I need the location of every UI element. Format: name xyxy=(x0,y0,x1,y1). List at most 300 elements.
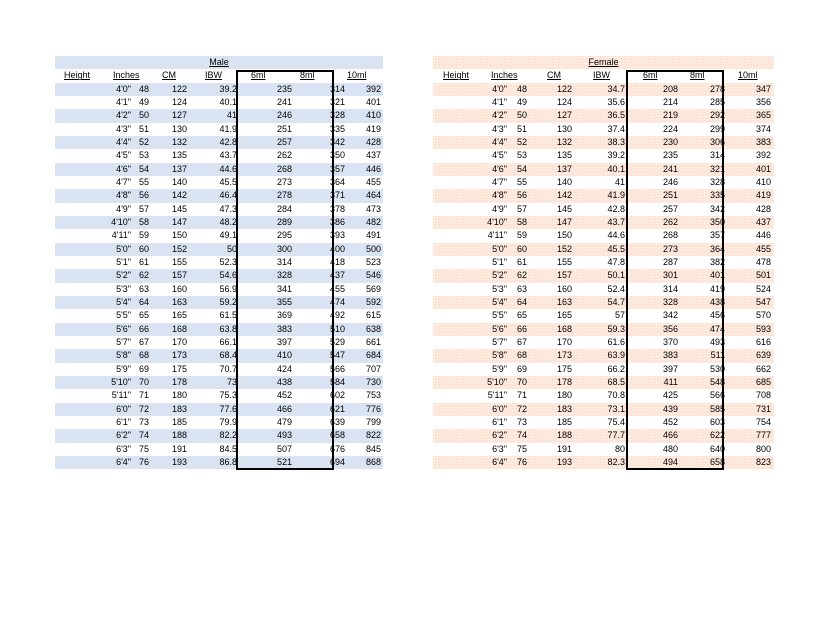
cell-cm: 145 xyxy=(556,203,572,214)
cell-cm: 132 xyxy=(171,136,187,147)
cell-8ml: 350 xyxy=(329,150,345,161)
table-row xyxy=(55,283,383,296)
cell-8ml: 401 xyxy=(709,270,725,281)
cell-8ml: 386 xyxy=(329,216,345,227)
cell-inches: 66 xyxy=(516,323,527,334)
cell-8ml: 694 xyxy=(329,456,345,467)
cell-height: 5'1" xyxy=(116,256,131,267)
table-row xyxy=(55,149,383,162)
cell-10ml: 708 xyxy=(755,390,771,401)
cell-8ml: 292 xyxy=(709,110,725,121)
cell-8ml: 342 xyxy=(329,136,345,147)
cell-6ml: 341 xyxy=(276,283,292,294)
cell-inches: 60 xyxy=(516,243,527,254)
table-row xyxy=(55,429,383,442)
cell-ibw: 38.3 xyxy=(607,136,625,147)
cell-10ml: 615 xyxy=(365,310,381,321)
cell-inches: 67 xyxy=(138,336,149,347)
cell-6ml: 241 xyxy=(276,96,292,107)
cell-6ml: 251 xyxy=(662,190,678,201)
cell-inches: 69 xyxy=(516,363,527,374)
table-row xyxy=(55,416,383,429)
cell-ibw: 70.7 xyxy=(219,363,237,374)
table-row xyxy=(55,163,383,176)
cell-8ml: 400 xyxy=(329,243,345,254)
cell-cm: 135 xyxy=(556,150,572,161)
cell-inches: 66 xyxy=(138,323,149,334)
cell-cm: 191 xyxy=(171,443,187,454)
table-row xyxy=(433,149,774,162)
cell-8ml: 438 xyxy=(709,296,725,307)
cell-10ml: 799 xyxy=(365,416,381,427)
cell-10ml: 616 xyxy=(755,336,771,347)
cell-height: 4'4" xyxy=(116,136,131,147)
cell-inches: 59 xyxy=(516,230,527,241)
cell-inches: 61 xyxy=(516,256,527,267)
table-row xyxy=(433,256,774,269)
cell-6ml: 507 xyxy=(276,443,292,454)
cell-cm: 170 xyxy=(171,336,187,347)
cell-6ml: 314 xyxy=(276,256,292,267)
cell-8ml: 418 xyxy=(329,256,345,267)
cell-10ml: 823 xyxy=(755,456,771,467)
cell-ibw: 40.1 xyxy=(219,96,237,107)
cell-inches: 70 xyxy=(138,376,149,387)
male-table xyxy=(55,56,383,469)
cell-inches: 62 xyxy=(138,270,149,281)
cell-10ml: 592 xyxy=(365,296,381,307)
cell-inches: 64 xyxy=(138,296,149,307)
column-header-6ml: 6ml xyxy=(251,70,266,81)
table-row xyxy=(433,189,774,202)
cell-10ml: 347 xyxy=(755,83,771,94)
cell-ibw: 73.1 xyxy=(607,403,625,414)
cell-8ml: 350 xyxy=(709,216,725,227)
cell-inches: 61 xyxy=(138,256,149,267)
cell-ibw: 63.8 xyxy=(219,323,237,334)
cell-10ml: 707 xyxy=(365,363,381,374)
table-row xyxy=(55,136,383,149)
cell-cm: 170 xyxy=(556,336,572,347)
table-row xyxy=(433,229,774,242)
cell-height: 5'2" xyxy=(116,270,131,281)
cell-ibw: 41 xyxy=(614,176,625,187)
cell-ibw: 68.5 xyxy=(607,376,625,387)
cell-height: 6'1" xyxy=(116,416,131,427)
cell-ibw: 49.1 xyxy=(219,230,237,241)
cell-inches: 57 xyxy=(516,203,527,214)
cell-height: 5'1" xyxy=(492,256,507,267)
cell-10ml: 639 xyxy=(755,350,771,361)
cell-inches: 73 xyxy=(138,416,149,427)
cell-ibw: 44.6 xyxy=(219,163,237,174)
cell-inches: 59 xyxy=(138,230,149,241)
cell-cm: 188 xyxy=(171,430,187,441)
column-header-8ml: 8ml xyxy=(690,70,705,81)
cell-6ml: 480 xyxy=(662,443,678,454)
table-row xyxy=(55,443,383,456)
column-header-ibw: IBW xyxy=(205,70,222,81)
cell-10ml: 374 xyxy=(755,123,771,134)
cell-cm: 140 xyxy=(171,176,187,187)
cell-6ml: 314 xyxy=(662,283,678,294)
cell-height: 4'6" xyxy=(116,163,131,174)
cell-inches: 60 xyxy=(138,243,149,254)
cell-ibw: 77.7 xyxy=(607,430,625,441)
table-row xyxy=(433,403,774,416)
table-row xyxy=(55,296,383,309)
cell-cm: 183 xyxy=(556,403,572,414)
cell-inches: 50 xyxy=(138,110,149,121)
cell-inches: 73 xyxy=(516,416,527,427)
cell-ibw: 41.9 xyxy=(219,123,237,134)
cell-ibw: 36.5 xyxy=(607,110,625,121)
cell-10ml: 401 xyxy=(365,96,381,107)
cell-8ml: 566 xyxy=(709,390,725,401)
cell-cm: 183 xyxy=(171,403,187,414)
cell-10ml: 410 xyxy=(365,110,381,121)
table-row xyxy=(433,389,774,402)
cell-ibw: 54.6 xyxy=(219,270,237,281)
table-row xyxy=(55,229,383,242)
cell-6ml: 424 xyxy=(276,363,292,374)
cell-6ml: 493 xyxy=(276,430,292,441)
cell-height: 4'10" xyxy=(487,216,507,227)
cell-inches: 58 xyxy=(516,216,527,227)
cell-8ml: 393 xyxy=(329,230,345,241)
female-table xyxy=(433,56,774,469)
cell-6ml: 439 xyxy=(662,403,678,414)
cell-8ml: 474 xyxy=(329,296,345,307)
cell-6ml: 452 xyxy=(276,390,292,401)
cell-inches: 68 xyxy=(516,350,527,361)
column-header-height: Height xyxy=(443,70,470,81)
cell-6ml: 257 xyxy=(662,203,678,214)
cell-cm: 124 xyxy=(171,96,187,107)
cell-cm: 147 xyxy=(556,216,572,227)
cell-ibw: 47.8 xyxy=(607,256,625,267)
cell-6ml: 214 xyxy=(662,96,678,107)
cell-cm: 137 xyxy=(556,163,572,174)
cell-ibw: 50 xyxy=(226,243,237,254)
cell-10ml: 731 xyxy=(755,403,771,414)
cell-height: 6'3" xyxy=(492,443,507,454)
cell-height: 5'4" xyxy=(492,296,507,307)
male-header-row xyxy=(55,69,383,82)
cell-height: 4'1" xyxy=(116,96,131,107)
cell-6ml: 219 xyxy=(662,110,678,121)
cell-8ml: 548 xyxy=(709,376,725,387)
column-header-inches: Inches xyxy=(113,70,140,81)
cell-height: 5'6" xyxy=(116,323,131,334)
cell-cm: 163 xyxy=(556,296,572,307)
cell-height: 4'4" xyxy=(492,136,507,147)
table-row xyxy=(55,256,383,269)
cell-height: 6'0" xyxy=(116,403,131,414)
cell-ibw: 50.1 xyxy=(607,270,625,281)
cell-height: 6'4" xyxy=(492,456,507,467)
male-title: Male xyxy=(209,57,229,67)
cell-6ml: 284 xyxy=(276,203,292,214)
cell-ibw: 44.6 xyxy=(607,230,625,241)
cell-inches: 75 xyxy=(138,443,149,454)
cell-6ml: 235 xyxy=(662,150,678,161)
cell-cm: 155 xyxy=(556,256,572,267)
cell-inches: 67 xyxy=(516,336,527,347)
cell-height: 5'3" xyxy=(492,283,507,294)
cell-height: 5'8" xyxy=(492,350,507,361)
cell-6ml: 494 xyxy=(662,456,678,467)
cell-10ml: 464 xyxy=(365,190,381,201)
table-row xyxy=(55,243,383,256)
cell-8ml: 603 xyxy=(709,416,725,427)
cell-ibw: 79.9 xyxy=(219,416,237,427)
cell-10ml: 661 xyxy=(365,336,381,347)
cell-10ml: 523 xyxy=(365,256,381,267)
table-row xyxy=(55,336,383,349)
table-row xyxy=(433,416,774,429)
cell-inches: 51 xyxy=(138,123,149,134)
cell-ibw: 39.2 xyxy=(219,83,237,94)
cell-10ml: 638 xyxy=(365,323,381,334)
table-row xyxy=(433,83,774,96)
cell-8ml: 510 xyxy=(329,323,345,334)
cell-10ml: 546 xyxy=(365,270,381,281)
table-row xyxy=(55,96,383,109)
cell-cm: 155 xyxy=(171,256,187,267)
cell-10ml: 365 xyxy=(755,110,771,121)
cell-height: 4'2" xyxy=(116,110,131,121)
cell-inches: 72 xyxy=(516,403,527,414)
cell-cm: 122 xyxy=(556,83,572,94)
cell-height: 4'0" xyxy=(492,83,507,94)
cell-ibw: 86.8 xyxy=(219,456,237,467)
cell-cm: 130 xyxy=(556,123,572,134)
cell-6ml: 301 xyxy=(662,270,678,281)
column-header-inches: Inches xyxy=(491,70,518,81)
cell-ibw: 52.3 xyxy=(219,256,237,267)
cell-height: 4'11" xyxy=(111,230,131,241)
cell-6ml: 268 xyxy=(662,230,678,241)
cell-inches: 53 xyxy=(138,150,149,161)
cell-10ml: 437 xyxy=(755,216,771,227)
cell-8ml: 364 xyxy=(329,176,345,187)
cell-ibw: 68.4 xyxy=(219,350,237,361)
cell-6ml: 235 xyxy=(276,83,292,94)
cell-cm: 185 xyxy=(556,416,572,427)
cell-6ml: 262 xyxy=(662,216,678,227)
cell-ibw: 42.8 xyxy=(219,136,237,147)
cell-6ml: 410 xyxy=(276,350,292,361)
cell-cm: 185 xyxy=(171,416,187,427)
table-row xyxy=(433,176,774,189)
cell-8ml: 328 xyxy=(329,110,345,121)
cell-inches: 49 xyxy=(516,96,527,107)
cell-inches: 64 xyxy=(516,296,527,307)
table-row xyxy=(55,309,383,322)
cell-inches: 71 xyxy=(138,390,149,401)
cell-height: 5'9" xyxy=(492,363,507,374)
cell-10ml: 401 xyxy=(755,163,771,174)
cell-height: 6'1" xyxy=(492,416,507,427)
cell-10ml: 419 xyxy=(365,123,381,134)
cell-10ml: 446 xyxy=(755,230,771,241)
table-row xyxy=(55,216,383,229)
cell-height: 5'3" xyxy=(116,283,131,294)
cell-inches: 72 xyxy=(138,403,149,414)
table-row xyxy=(433,243,774,256)
table-row xyxy=(433,163,774,176)
cell-6ml: 262 xyxy=(276,150,292,161)
cell-height: 6'2" xyxy=(116,430,131,441)
cell-8ml: 455 xyxy=(329,283,345,294)
cell-6ml: 342 xyxy=(662,310,678,321)
table-row xyxy=(55,83,383,96)
cell-6ml: 411 xyxy=(663,376,678,387)
cell-inches: 48 xyxy=(516,83,527,94)
cell-cm: 127 xyxy=(171,110,187,121)
cell-ibw: 41 xyxy=(226,110,237,121)
table-row xyxy=(433,109,774,122)
female-header-row xyxy=(433,69,774,82)
cell-10ml: 491 xyxy=(365,230,381,241)
cell-10ml: 730 xyxy=(365,376,381,387)
cell-6ml: 287 xyxy=(662,256,678,267)
cell-cm: 122 xyxy=(171,83,187,94)
table-row xyxy=(55,203,383,216)
cell-8ml: 371 xyxy=(329,190,345,201)
table-row xyxy=(55,176,383,189)
cell-inches: 74 xyxy=(516,430,527,441)
cell-ibw: 73 xyxy=(226,376,237,387)
cell-inches: 63 xyxy=(516,283,527,294)
cell-height: 5'8" xyxy=(116,350,131,361)
cell-8ml: 585 xyxy=(709,403,725,414)
cell-ibw: 52.4 xyxy=(607,283,625,294)
cell-8ml: 285 xyxy=(709,96,725,107)
cell-height: 5'2" xyxy=(492,270,507,281)
table-row xyxy=(433,283,774,296)
cell-height: 6'0" xyxy=(492,403,507,414)
cell-6ml: 246 xyxy=(662,176,678,187)
cell-inches: 76 xyxy=(516,456,527,467)
cell-inches: 56 xyxy=(516,190,527,201)
table-row xyxy=(55,389,383,402)
cell-10ml: 754 xyxy=(755,416,771,427)
cell-inches: 69 xyxy=(138,363,149,374)
cell-ibw: 82.2 xyxy=(219,430,237,441)
cell-8ml: 328 xyxy=(709,176,725,187)
cell-cm: 191 xyxy=(556,443,572,454)
table-row xyxy=(433,349,774,362)
cell-10ml: 428 xyxy=(365,136,381,147)
cell-inches: 57 xyxy=(138,203,149,214)
cell-6ml: 370 xyxy=(662,336,678,347)
cell-height: 4'8" xyxy=(116,190,131,201)
cell-6ml: 289 xyxy=(276,216,292,227)
cell-inches: 48 xyxy=(138,83,149,94)
cell-6ml: 328 xyxy=(662,296,678,307)
cell-8ml: 621 xyxy=(329,403,345,414)
table-row xyxy=(55,189,383,202)
cell-height: 5'10" xyxy=(111,376,131,387)
table-row xyxy=(55,376,383,389)
cell-8ml: 342 xyxy=(709,203,725,214)
cell-8ml: 640 xyxy=(709,443,725,454)
cell-10ml: 685 xyxy=(755,376,771,387)
cell-inches: 75 xyxy=(516,443,527,454)
cell-8ml: 357 xyxy=(329,163,345,174)
cell-height: 5'4" xyxy=(116,296,131,307)
cell-cm: 180 xyxy=(171,390,187,401)
cell-height: 4'7" xyxy=(116,176,131,187)
cell-8ml: 676 xyxy=(329,443,345,454)
cell-height: 4'9" xyxy=(116,203,131,214)
cell-height: 6'4" xyxy=(116,456,131,467)
cell-6ml: 466 xyxy=(276,403,292,414)
cell-inches: 55 xyxy=(516,176,527,187)
cell-cm: 160 xyxy=(171,283,187,294)
table-row xyxy=(433,203,774,216)
cell-ibw: 35.6 xyxy=(607,96,625,107)
cell-ibw: 63.9 xyxy=(607,350,625,361)
cell-cm: 150 xyxy=(556,230,572,241)
cell-cm: 152 xyxy=(556,243,572,254)
cell-height: 4'3" xyxy=(492,123,507,134)
table-row xyxy=(433,376,774,389)
female-title-row xyxy=(433,56,774,69)
table-row xyxy=(433,443,774,456)
cell-ibw: 39.2 xyxy=(607,150,625,161)
cell-ibw: 37.4 xyxy=(607,123,625,134)
cell-cm: 130 xyxy=(171,123,187,134)
cell-8ml: 584 xyxy=(329,376,345,387)
cell-ibw: 41.9 xyxy=(607,190,625,201)
cell-10ml: 777 xyxy=(755,430,771,441)
cell-cm: 135 xyxy=(171,150,187,161)
cell-8ml: 658 xyxy=(329,430,345,441)
cell-10ml: 455 xyxy=(755,243,771,254)
cell-10ml: 437 xyxy=(365,150,381,161)
cell-10ml: 500 xyxy=(365,243,381,254)
cell-ibw: 45.5 xyxy=(219,176,237,187)
cell-6ml: 295 xyxy=(276,230,292,241)
cell-6ml: 268 xyxy=(276,163,292,174)
cell-cm: 173 xyxy=(171,350,187,361)
cell-inches: 62 xyxy=(516,270,527,281)
table-row xyxy=(433,429,774,442)
column-header-cm: CM xyxy=(547,70,561,81)
cell-height: 6'2" xyxy=(492,430,507,441)
cell-height: 4'2" xyxy=(492,110,507,121)
cell-height: 4'11" xyxy=(487,230,507,241)
cell-ibw: 70.8 xyxy=(607,390,625,401)
cell-height: 5'10" xyxy=(487,376,507,387)
cell-cm: 165 xyxy=(171,310,187,321)
cell-inches: 74 xyxy=(138,430,149,441)
cell-cm: 193 xyxy=(171,456,187,467)
cell-inches: 54 xyxy=(516,163,527,174)
cell-ibw: 47.3 xyxy=(219,203,237,214)
cell-8ml: 419 xyxy=(709,283,725,294)
cell-inches: 65 xyxy=(516,310,527,321)
cell-8ml: 314 xyxy=(709,150,725,161)
cell-10ml: 478 xyxy=(755,256,771,267)
cell-inches: 54 xyxy=(138,163,149,174)
cell-6ml: 521 xyxy=(276,456,292,467)
cell-6ml: 466 xyxy=(662,430,678,441)
cell-ibw: 75.4 xyxy=(607,416,625,427)
